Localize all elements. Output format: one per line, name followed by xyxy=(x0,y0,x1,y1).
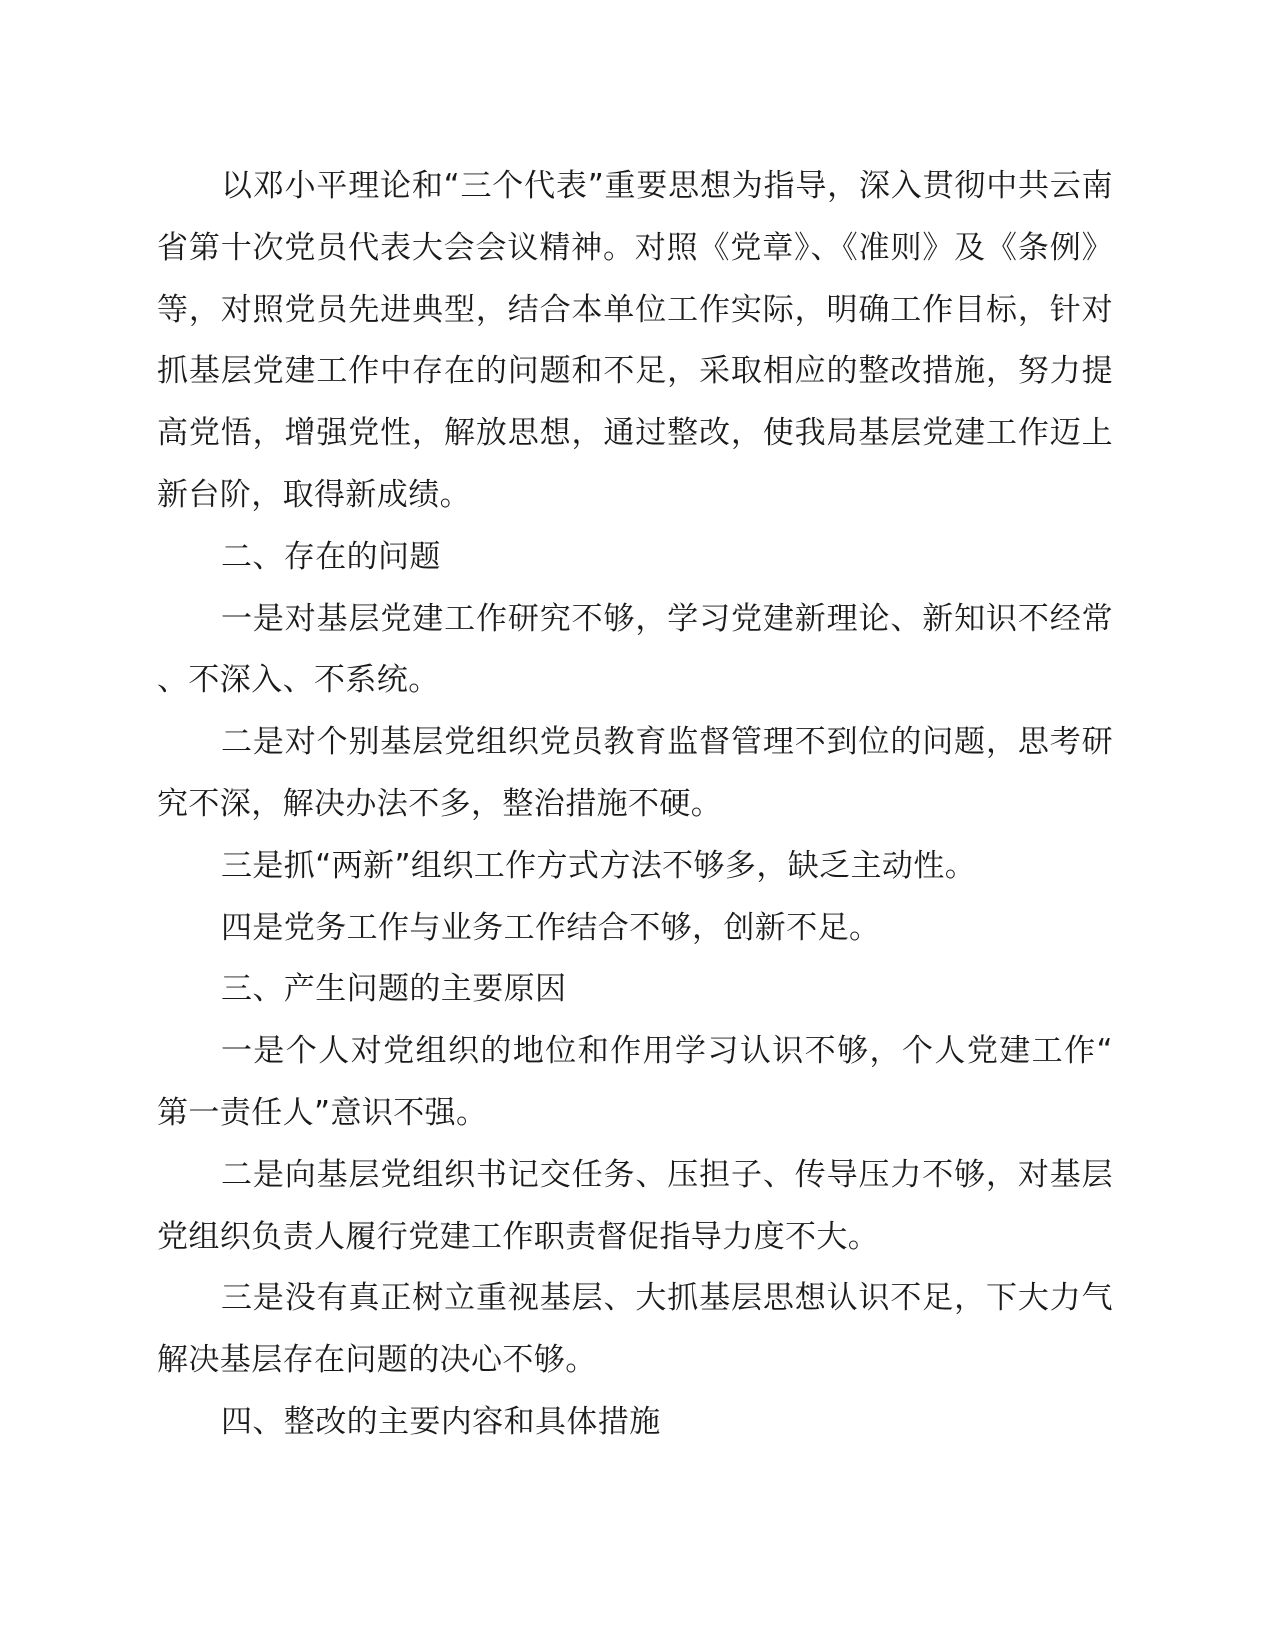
section-heading-causes: 三、产生问题的主要原因 xyxy=(221,971,567,1008)
section-heading-problems: 二、存在的问题 xyxy=(221,538,441,575)
paragraph-problem-1: 一是对基层党建工作研究不够，学习党建新理论、新知识不经常、不深入、不系统。 xyxy=(157,600,1113,699)
section-heading-measures: 四、整改的主要内容和具体措施 xyxy=(221,1403,661,1440)
paragraph-problem-4: 四是党务工作与业务工作结合不够，创新不足。 xyxy=(221,909,881,946)
paragraph-problem-2: 二是对个别基层党组织党员教育监督管理不到位的问题，思考研究不深，解决办法不多，整治措施不硬。 xyxy=(157,724,1113,822)
document-body xyxy=(157,156,1113,1454)
paragraph-cause-3: 三是没有真正树立重视基层、大抓基层思想认识不足，下大力气解决基层存在问题的决心不够。 xyxy=(157,1280,1113,1379)
paragraph-problem-3: 三是抓“两新”组织工作方式方法不够多，缺乏主动性。 xyxy=(221,847,977,884)
paragraph-intro: 以邓小平理论和“三个代表”重要思想为指导，深入贯彻中共云南省第十次党员代表大会会议精神。对照《党章》、《准则》及《条例》等，对照党员先进典型，结合本单位工作实际，明确工作目标，针对抓基层党建工作中存在的问题和不足，采取相应的整改措施，努力提高党悟，增强党性，解放思想，通过整改，使我局基层党建工作迈上新台阶，取得新成绩。 xyxy=(157,168,1113,513)
paragraph-cause-2: 二是向基层党组织书记交任务、压担子、传导压力不够，对基层党组织负责人履行党建工作职责督促指导力度不大。 xyxy=(157,1156,1113,1255)
paragraph-cause-1: 一是个人对党组织的地位和作用学习认识不够，个人党建工作“第一责任人”意识不强。 xyxy=(157,1033,1113,1131)
